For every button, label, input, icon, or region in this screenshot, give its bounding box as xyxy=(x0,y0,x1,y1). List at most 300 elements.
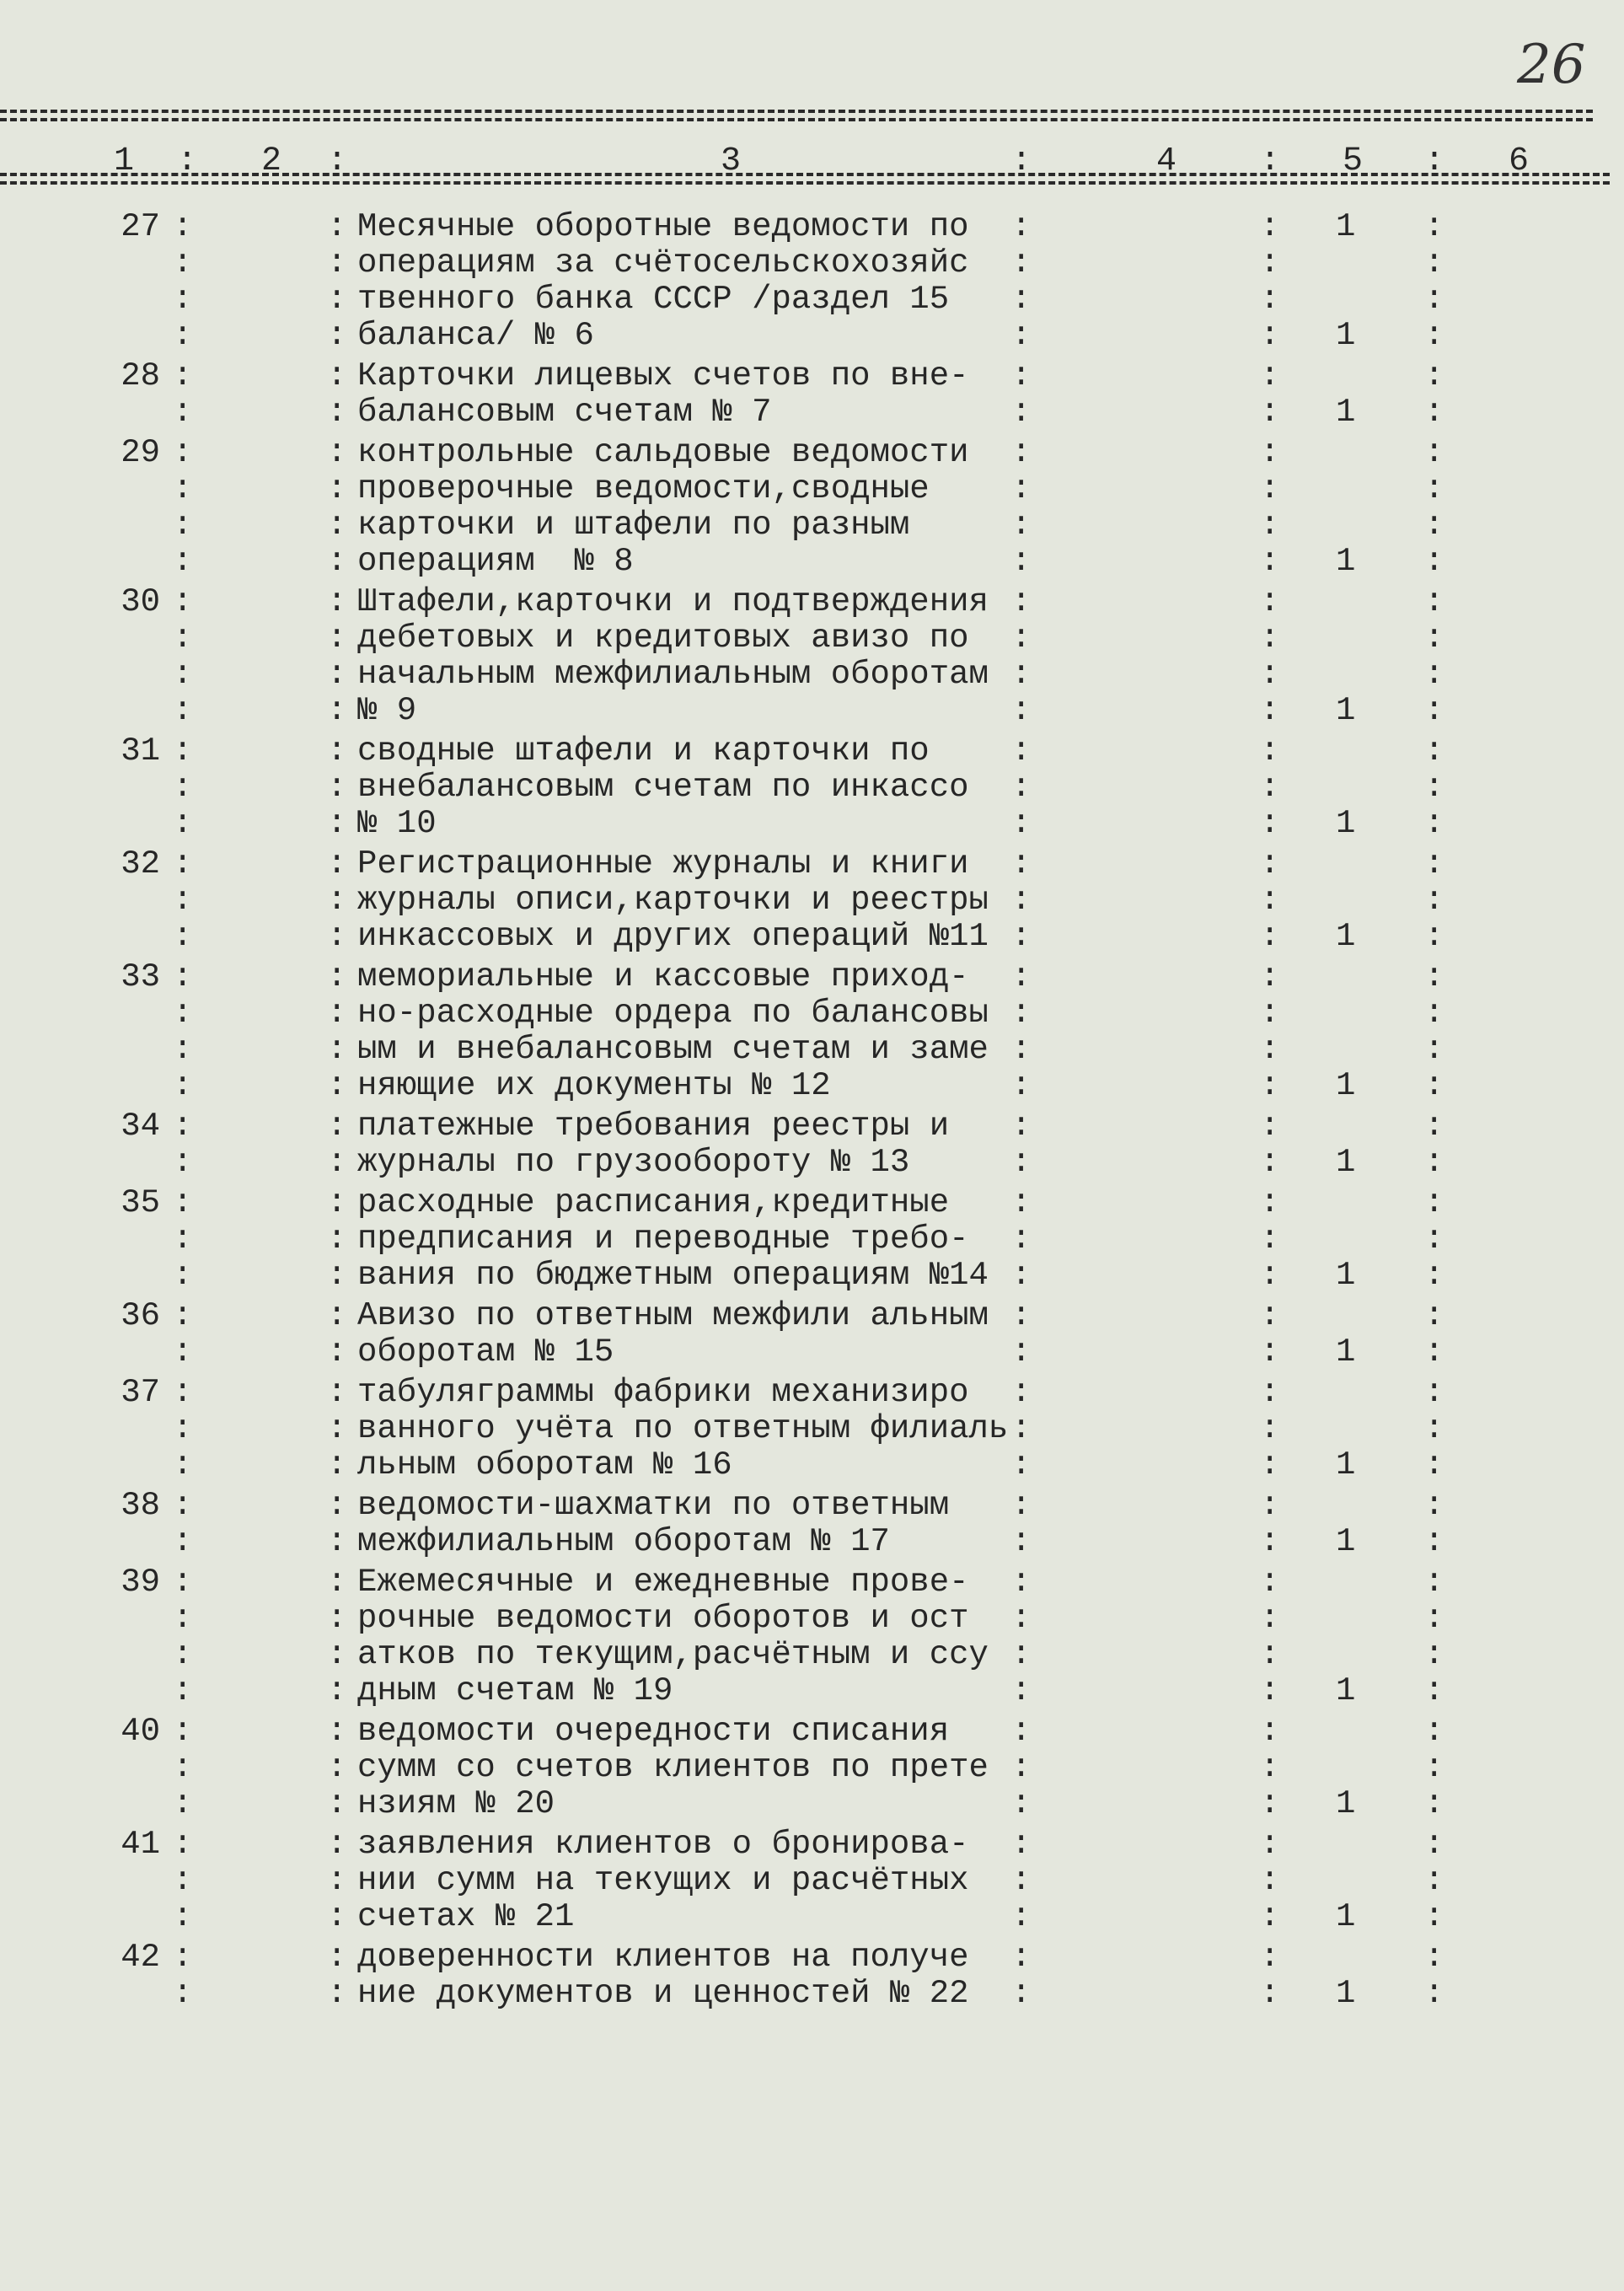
document-title-line: мемориальные и кассовые приход- xyxy=(357,958,969,995)
document-title-line: нии сумм на текущих и расчётных xyxy=(357,1862,969,1899)
column-separator: : xyxy=(1424,1749,1444,1786)
column-separator: : xyxy=(173,1067,193,1104)
column-separator: : xyxy=(1424,1144,1444,1181)
page-number: 26 xyxy=(1517,34,1586,96)
column-separator: : xyxy=(1260,1031,1280,1068)
column-separator: : xyxy=(1424,244,1444,282)
document-title-line: оборотам № 15 xyxy=(357,1333,614,1371)
row-line xyxy=(0,1524,1624,1560)
column-separator: : xyxy=(1011,1939,1032,1976)
column-separator: : xyxy=(1424,918,1444,955)
header-bottom-rule xyxy=(0,173,1610,176)
column-separator: : xyxy=(173,1749,193,1786)
row-line xyxy=(0,1298,1624,1334)
column-separator: : xyxy=(1424,1221,1444,1258)
column-separator: : xyxy=(1011,1184,1032,1221)
column-separator: : xyxy=(1260,1523,1280,1560)
column-separator: : xyxy=(1011,1067,1032,1104)
document-title-line: счетах № 21 xyxy=(357,1898,575,1935)
column-separator: : xyxy=(1011,1257,1032,1294)
column-separator: : xyxy=(327,1144,347,1181)
column-separator: : xyxy=(173,1672,193,1709)
column-separator: : xyxy=(173,769,193,806)
header-top-rule-2 xyxy=(0,118,1593,121)
row-line xyxy=(0,435,1624,471)
column-separator: : xyxy=(1260,732,1280,770)
column-separator: : xyxy=(327,1487,347,1524)
column-separator: : xyxy=(1011,882,1032,919)
document-title-line: Карточки лицевых счетов по вне- xyxy=(357,357,969,394)
column-separator: : xyxy=(173,1333,193,1371)
document-title-line: льным оборотам № 16 xyxy=(357,1446,732,1484)
column-separator: : xyxy=(1424,1067,1444,1104)
column-separator: : xyxy=(1424,805,1444,842)
column-separator: : xyxy=(173,958,193,995)
column-separator: : xyxy=(1260,918,1280,955)
document-title-line: операциям за счётосельскохозяйс xyxy=(357,244,969,282)
column-separator: : xyxy=(1260,620,1280,657)
row-line xyxy=(0,770,1624,806)
document-title-line: Регистрационные журналы и книги xyxy=(357,845,969,883)
header-bottom-rule-2 xyxy=(0,181,1610,185)
row-line xyxy=(0,1637,1624,1673)
column-separator: : xyxy=(173,1257,193,1294)
document-title-line: начальным межфилиальным оборотам xyxy=(357,656,989,693)
column-separator: : xyxy=(173,1826,193,1863)
column-separator: : xyxy=(1260,1898,1280,1935)
document-title-line: ым и внебалансовым счетам и заме xyxy=(357,1031,989,1068)
column-separator: : xyxy=(1011,507,1032,544)
column-separator: : xyxy=(327,1564,347,1601)
row-line xyxy=(0,584,1624,620)
column-separator: : xyxy=(1011,1374,1032,1411)
row-line xyxy=(0,1899,1624,1935)
row-line xyxy=(0,1488,1624,1524)
column-separator: : xyxy=(327,1446,347,1484)
column-separator: : xyxy=(1260,1333,1280,1371)
column-separator: : xyxy=(1424,1410,1444,1447)
header-top-rule xyxy=(0,110,1593,113)
sheet-count: 1 xyxy=(1336,1067,1356,1104)
column-separator: : xyxy=(173,732,193,770)
column-separator: : xyxy=(173,1297,193,1334)
column-separator: : xyxy=(327,357,347,394)
column-separator: : xyxy=(1260,1446,1280,1484)
column-separator: : xyxy=(1011,1410,1032,1447)
column-separator: : xyxy=(1011,1636,1032,1673)
document-title-line: платежные требования реестры и xyxy=(357,1108,950,1145)
column-separator: : xyxy=(1260,357,1280,394)
row-line xyxy=(0,620,1624,657)
row-line xyxy=(0,1032,1624,1068)
sheet-count: 1 xyxy=(1336,918,1356,955)
column-separator: : xyxy=(327,1374,347,1411)
column-separator: : xyxy=(1424,1600,1444,1637)
column-separator: : xyxy=(173,995,193,1032)
column-separator: : xyxy=(1424,434,1444,471)
document-title-line: заявления клиентов о бронирова- xyxy=(357,1826,969,1863)
column-separator: : xyxy=(173,543,193,580)
column-separator: : xyxy=(1260,656,1280,693)
column-separator: : xyxy=(1424,1564,1444,1601)
column-separator: : xyxy=(1260,1749,1280,1786)
column-separator: : xyxy=(327,1785,347,1822)
document-title-line: Штафели,карточки и подтверждения xyxy=(357,583,989,620)
column-separator: : xyxy=(327,1410,347,1447)
column-separator: : xyxy=(327,882,347,919)
column-separator: : xyxy=(1011,394,1032,431)
row-line xyxy=(0,1068,1624,1104)
document-title-line: Ежемесячные и ежедневные прове- xyxy=(357,1564,969,1601)
column-separator: : xyxy=(173,394,193,431)
col-header-6: 6 xyxy=(1509,142,1530,180)
column-separator: : xyxy=(1260,281,1280,318)
column-separator: : xyxy=(1260,692,1280,729)
column-separator: : xyxy=(1260,1108,1280,1145)
column-separator: : xyxy=(1260,1600,1280,1637)
column-separator: : xyxy=(327,434,347,471)
sheet-count: 1 xyxy=(1336,1523,1356,1560)
column-separator: : xyxy=(1424,1785,1444,1822)
document-title-line: инкассовых и других операций №11 xyxy=(357,918,989,955)
column-separator: : xyxy=(327,1600,347,1637)
row-line xyxy=(0,245,1624,282)
column-separator: : xyxy=(1260,317,1280,354)
column-separator: : xyxy=(173,583,193,620)
column-separator: : xyxy=(1260,1374,1280,1411)
column-separator: : xyxy=(173,1975,193,2012)
column-separator: : xyxy=(1011,470,1032,507)
column-separator: : xyxy=(173,805,193,842)
row-line xyxy=(0,471,1624,507)
column-separator: : xyxy=(173,1898,193,1935)
column-separator: : xyxy=(1011,1446,1032,1484)
column-separator: : xyxy=(327,1826,347,1863)
column-separator: : xyxy=(1424,507,1444,544)
column-separator: : xyxy=(1424,543,1444,580)
column-separator: : xyxy=(1260,995,1280,1032)
column-separator: : xyxy=(173,281,193,318)
column-separator: : xyxy=(1260,507,1280,544)
column-separator: : xyxy=(1260,769,1280,806)
row-line xyxy=(0,1786,1624,1822)
row-number: 39 xyxy=(121,1564,160,1601)
row-number: 28 xyxy=(121,357,160,394)
document-title-line: Месячные оборотные ведомости по xyxy=(357,208,969,245)
column-separator: : xyxy=(173,1144,193,1181)
column-separator: : xyxy=(1424,1487,1444,1524)
col-header-2: 2 xyxy=(261,142,282,180)
document-title-line: сводные штафели и карточки по xyxy=(357,732,930,770)
column-separator: : xyxy=(1260,1939,1280,1976)
column-separator: : xyxy=(1011,583,1032,620)
row-line xyxy=(0,358,1624,394)
document-title-line: няющие их документы № 12 xyxy=(357,1067,831,1104)
sheet-count: 1 xyxy=(1336,1144,1356,1181)
column-separator: : xyxy=(327,543,347,580)
column-separator: : xyxy=(1424,620,1444,657)
column-separator: : xyxy=(1011,1297,1032,1334)
column-separator: : xyxy=(173,507,193,544)
column-separator: : xyxy=(327,958,347,995)
row-number: 30 xyxy=(121,583,160,620)
column-separator: : xyxy=(1260,543,1280,580)
column-separator: : xyxy=(173,1564,193,1601)
row-number: 35 xyxy=(121,1184,160,1221)
column-separator: : xyxy=(1424,692,1444,729)
column-separator: : xyxy=(327,692,347,729)
document-title-line: журналы описи,карточки и реестры xyxy=(357,882,989,919)
column-separator: : xyxy=(1011,1108,1032,1145)
column-separator: : xyxy=(1011,1713,1032,1750)
col-sep: : xyxy=(177,142,198,180)
row-line xyxy=(0,282,1624,318)
column-separator: : xyxy=(1260,882,1280,919)
column-separator: : xyxy=(1424,1374,1444,1411)
column-separator: : xyxy=(1011,805,1032,842)
document-title-line: Авизо по ответным межфили альным xyxy=(357,1297,989,1334)
column-separator: : xyxy=(173,692,193,729)
column-separator: : xyxy=(1424,1523,1444,1560)
column-separator: : xyxy=(1260,1564,1280,1601)
column-separator: : xyxy=(1424,1636,1444,1673)
document-title-line: ведомости-шахматки по ответным xyxy=(357,1487,950,1524)
column-separator: : xyxy=(327,1672,347,1709)
column-separator: : xyxy=(1260,1067,1280,1104)
column-separator: : xyxy=(1424,1826,1444,1863)
row-line xyxy=(0,507,1624,544)
column-separator: : xyxy=(327,1221,347,1258)
column-separator: : xyxy=(173,434,193,471)
column-separator: : xyxy=(327,1031,347,1068)
row-number: 32 xyxy=(121,845,160,883)
row-line xyxy=(0,1447,1624,1484)
column-separator: : xyxy=(1260,583,1280,620)
column-separator: : xyxy=(173,1487,193,1524)
row-line xyxy=(0,1863,1624,1899)
column-separator: : xyxy=(1011,1487,1032,1524)
document-title-line: предписания и переводные требо- xyxy=(357,1221,969,1258)
row-line xyxy=(0,1185,1624,1221)
document-title-line: внебалансовым счетам по инкассо xyxy=(357,769,969,806)
column-separator: : xyxy=(1424,1862,1444,1899)
column-separator: : xyxy=(173,1785,193,1822)
sheet-count: 1 xyxy=(1336,1257,1356,1294)
column-separator: : xyxy=(1011,995,1032,1032)
row-number: 34 xyxy=(121,1108,160,1145)
column-separator: : xyxy=(173,1636,193,1673)
column-separator: : xyxy=(1424,1939,1444,1976)
column-separator: : xyxy=(1011,434,1032,471)
row-number: 36 xyxy=(121,1297,160,1334)
column-separator: : xyxy=(1260,1713,1280,1750)
column-separator: : xyxy=(1424,317,1444,354)
column-separator: : xyxy=(173,882,193,919)
row-line xyxy=(0,733,1624,770)
column-separator: : xyxy=(1011,281,1032,318)
column-separator: : xyxy=(173,656,193,693)
column-separator: : xyxy=(1424,357,1444,394)
column-separator: : xyxy=(1011,845,1032,883)
column-separator: : xyxy=(327,317,347,354)
row-line xyxy=(0,1940,1624,1976)
row-line xyxy=(0,919,1624,955)
document-title-line: атков по текущим,расчётным и ссу xyxy=(357,1636,989,1673)
column-separator: : xyxy=(1260,1636,1280,1673)
column-separator: : xyxy=(327,1975,347,2012)
column-separator: : xyxy=(1260,1672,1280,1709)
row-line xyxy=(0,995,1624,1032)
column-separator: : xyxy=(327,583,347,620)
column-separator: : xyxy=(1260,1184,1280,1221)
row-number: 38 xyxy=(121,1487,160,1524)
row-line xyxy=(0,1258,1624,1294)
column-separator: : xyxy=(173,1410,193,1447)
col-sep: : xyxy=(1424,142,1445,180)
document-title-line: балансовым счетам № 7 xyxy=(357,394,772,431)
column-separator: : xyxy=(1424,394,1444,431)
column-separator: : xyxy=(173,1221,193,1258)
column-separator: : xyxy=(327,507,347,544)
column-separator: : xyxy=(1260,1144,1280,1181)
document-title-line: № 10 xyxy=(357,805,437,842)
column-separator: : xyxy=(327,281,347,318)
col-header-4: 4 xyxy=(1156,142,1177,180)
column-separator: : xyxy=(173,1446,193,1484)
column-separator: : xyxy=(1260,1487,1280,1524)
column-separator: : xyxy=(173,620,193,657)
column-separator: : xyxy=(327,656,347,693)
column-separator: : xyxy=(173,1713,193,1750)
sheet-count: 1 xyxy=(1336,208,1356,245)
column-separator: : xyxy=(1011,656,1032,693)
column-separator: : xyxy=(1424,1184,1444,1221)
row-number: 37 xyxy=(121,1374,160,1411)
column-separator: : xyxy=(327,1713,347,1750)
row-number: 31 xyxy=(121,732,160,770)
column-separator: : xyxy=(1011,620,1032,657)
row-line xyxy=(0,1564,1624,1601)
sheet-count: 1 xyxy=(1336,1785,1356,1822)
column-separator: : xyxy=(1260,1221,1280,1258)
row-line xyxy=(0,1375,1624,1411)
column-separator: : xyxy=(173,1374,193,1411)
column-separator: : xyxy=(1424,208,1444,245)
column-separator: : xyxy=(327,620,347,657)
column-separator: : xyxy=(327,1749,347,1786)
row-number: 27 xyxy=(121,208,160,245)
document-title-line: контрольные сальдовые ведомости xyxy=(357,434,969,471)
row-number: 29 xyxy=(121,434,160,471)
row-line xyxy=(0,846,1624,883)
column-separator: : xyxy=(1424,1108,1444,1145)
column-separator: : xyxy=(327,845,347,883)
document-title-line: № 9 xyxy=(357,692,417,729)
sheet-count: 1 xyxy=(1336,394,1356,431)
column-separator: : xyxy=(1011,317,1032,354)
row-number: 42 xyxy=(121,1939,160,1976)
column-separator: : xyxy=(1424,1975,1444,2012)
row-number: 40 xyxy=(121,1713,160,1750)
column-separator: : xyxy=(1011,357,1032,394)
column-separator: : xyxy=(1424,1031,1444,1068)
column-separator: : xyxy=(1011,1975,1032,2012)
column-separator: : xyxy=(327,1939,347,1976)
column-separator: : xyxy=(173,1600,193,1637)
row-line xyxy=(0,1334,1624,1371)
column-separator: : xyxy=(327,208,347,245)
column-separator: : xyxy=(1011,244,1032,282)
document-title-line: твенного банка СССР /раздел 15 xyxy=(357,281,950,318)
column-separator: : xyxy=(1011,1564,1032,1601)
column-separator: : xyxy=(1011,1749,1032,1786)
col-sep: : xyxy=(1260,142,1281,180)
column-separator: : xyxy=(327,1297,347,1334)
column-separator: : xyxy=(1424,656,1444,693)
column-separator: : xyxy=(1260,805,1280,842)
row-line xyxy=(0,1750,1624,1786)
column-separator: : xyxy=(1011,692,1032,729)
document-title-line: межфилиальным оборотам № 17 xyxy=(357,1523,890,1560)
sheet-count: 1 xyxy=(1336,805,1356,842)
column-separator: : xyxy=(1424,845,1444,883)
column-separator: : xyxy=(1424,732,1444,770)
column-separator: : xyxy=(1011,1862,1032,1899)
row-line xyxy=(0,959,1624,995)
column-separator: : xyxy=(1260,1826,1280,1863)
column-separator: : xyxy=(1424,1257,1444,1294)
document-title-line: ванного учёта по ответным филиаль xyxy=(357,1410,1009,1447)
column-separator: : xyxy=(1424,1333,1444,1371)
column-separator: : xyxy=(1424,882,1444,919)
column-separator: : xyxy=(327,918,347,955)
row-line xyxy=(0,1145,1624,1181)
column-separator: : xyxy=(1011,1600,1032,1637)
row-line xyxy=(0,1601,1624,1637)
document-title-line: дебетовых и кредитовых авизо по xyxy=(357,620,969,657)
column-separator: : xyxy=(1011,1672,1032,1709)
column-separator: : xyxy=(1011,1826,1032,1863)
column-separator: : xyxy=(1260,394,1280,431)
col-sep: : xyxy=(327,142,348,180)
column-separator: : xyxy=(1011,1785,1032,1822)
column-separator: : xyxy=(327,769,347,806)
column-separator: : xyxy=(1260,1975,1280,2012)
document-title-line: операциям № 8 xyxy=(357,543,634,580)
sheet-count: 1 xyxy=(1336,1446,1356,1484)
column-separator: : xyxy=(1011,732,1032,770)
sheet-count: 1 xyxy=(1336,692,1356,729)
column-separator: : xyxy=(1011,1333,1032,1371)
column-separator: : xyxy=(1260,958,1280,995)
column-separator: : xyxy=(327,1523,347,1560)
column-separator: : xyxy=(327,732,347,770)
column-separator: : xyxy=(327,1184,347,1221)
document-title-line: сумм со счетов клиентов по прете xyxy=(357,1749,989,1786)
column-separator: : xyxy=(173,918,193,955)
document-title-line: рочные ведомости оборотов и ост xyxy=(357,1600,969,1637)
row-line xyxy=(0,1827,1624,1863)
column-separator: : xyxy=(173,1523,193,1560)
column-separator: : xyxy=(1424,470,1444,507)
column-separator: : xyxy=(327,1862,347,1899)
column-separator: : xyxy=(1260,1297,1280,1334)
column-separator: : xyxy=(173,1108,193,1145)
row-line xyxy=(0,693,1624,729)
column-separator: : xyxy=(327,1067,347,1104)
column-separator: : xyxy=(327,1257,347,1294)
row-line xyxy=(0,1221,1624,1258)
